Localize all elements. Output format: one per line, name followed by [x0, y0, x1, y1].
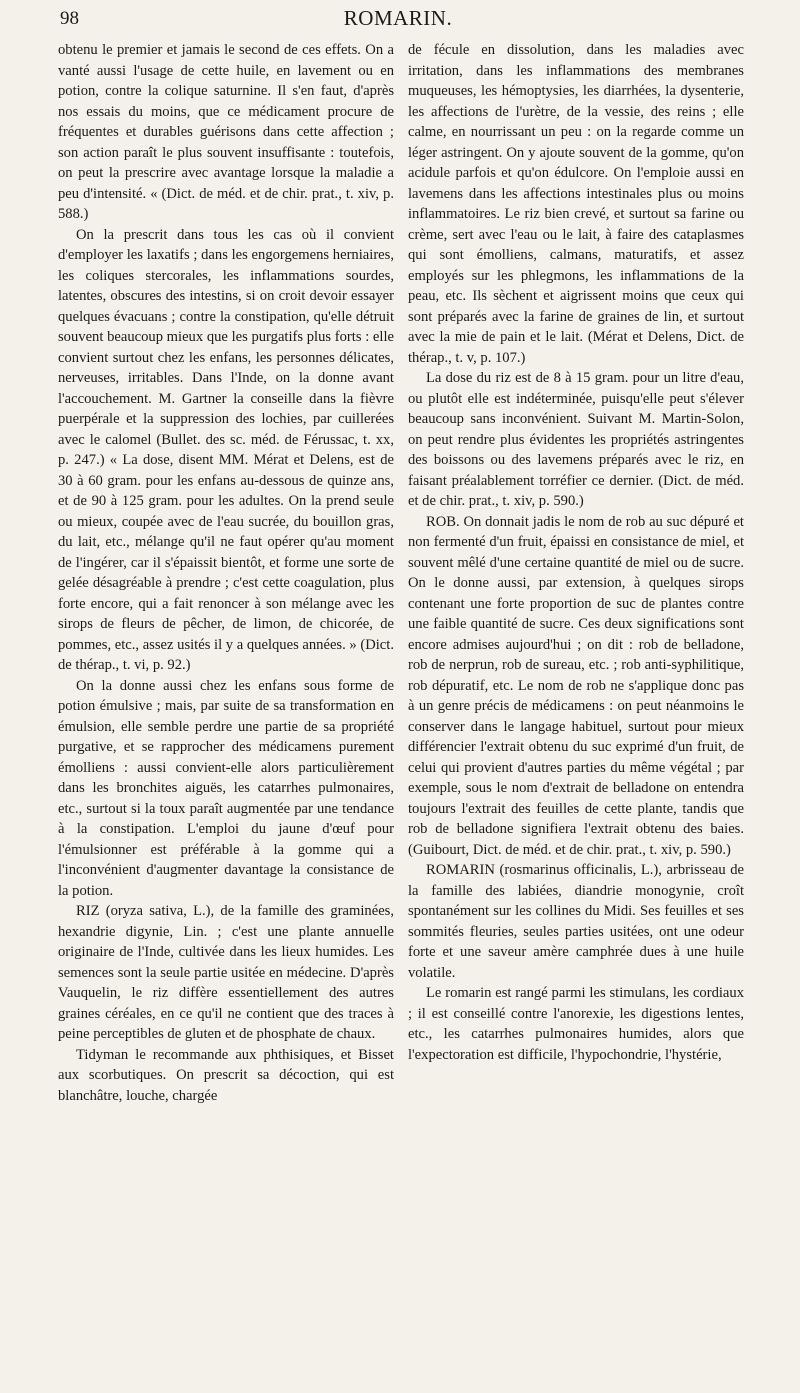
running-head: ROMARIN.: [343, 6, 453, 30]
paragraph: La dose du riz est de 8 à 15 gram. pour un litre d'eau, ou plutôt elle est indéterminée, puisqu'elle peut s'élever beaucoup sans inconvénient. Suivant M. Martin-Solon, on peut rendre plus évidentes les propriétés astringentes des boissons ou des lavemens préparés avec le riz, en faisant préalablement torréfier ce dernier. (Dict. de méd. et de chir. prat., t. xiv, p. 590.): [408, 370, 744, 509]
right-column: [408, 40, 744, 1385]
paragraph: Le romarin est rangé parmi les stimulans, les cordiaux ; il est conseillé contre l'anorexie, les digestions lentes, etc., les catarrhes pulmonaires humides, alors que l'expectoration est difficile, l'hypochondrie, l'hystérie,: [408, 985, 744, 1063]
left-column: [58, 40, 394, 1385]
paragraph: de fécule en dissolution, dans les maladies avec irritation, dans les inflammations des membranes muqueuses, les hémoptysies, les diarrhées, la dysenterie, les affections de l'urètre, de la vessie, des reins ; elle calme, en nourrissant un peu : on la regarde comme un léger astringent. On y ajoute souvent de la gomme, qu'on acidule parfois et qu'on édulcore. On l'emploie aussi en lavemens dans les affections intestinales plus ou moins inflammatoires. Le riz bien crevé, et surtout sa farine ou crème, sert avec l'eau ou le lait, à faire des cataplasmes qui sont émolliens, calmans, maturatifs, et assez employés sur les phlegmons, les inflammations de la peau, etc. Ils sèchent et aigrissent moins que ceux qui sont préparés avec la farine de graines de lin, et surtout avec la mie de pain et le lait. (Mérat et Delens, Dict. de thérap., t. v, p. 107.): [408, 42, 744, 366]
paragraph: Tidyman le recommande aux phthisiques, et Bisset aux scorbutiques. On prescrit sa décoction, qui est blanchâtre, louche, chargée: [58, 1046, 394, 1104]
paragraph: On la donne aussi chez les enfans sous forme de potion émulsive ; mais, par suite de sa transformation en émulsion, elle semble perdre une partie de sa propriété purgative, et se rapprocher des médicamens purement émolliens : aussi convient-elle alors particulièrement dans les bronchites aiguës, les catarrhes pulmonaires, etc., surtout si la toux paraît augmentée par une tendance à la constipation. L'emploi du jaune d'œuf pour l'émulsionner est préférable à la gomme qui a l'inconvénient d'augmenter davantage la consistance de la potion.: [58, 677, 394, 899]
entry-romarin: ROMARIN (rosmarinus officinalis, L.), arbrisseau de la famille des labiées, diandrie monogynie, croît spontanément sur les collines du Midi. Ses feuilles et ses sommités fleuries, seules parties usitées, ont une odeur forte et une saveur amère camphrée dues à une huile volatile.: [408, 862, 744, 981]
entry-riz: RIZ (oryza sativa, L.), de la famille des graminées, hexandrie digynie, Lin. ; c'est une plante annuelle originaire de l'Inde, cultivée dans les lieux humides. Les semences sont la seule partie usitée en médecine. D'après Vauquelin, le riz diffère essentiellement des autres graines céréales, en ce qu'il ne contient que des traces à peine perceptibles de gluten et de phosphate de chaux.: [58, 903, 394, 1042]
paragraph: On la prescrit dans tous les cas où il convient d'employer les laxatifs ; dans les engorgemens herniaires, les coliques stercorales, les inflammations sourdes, latentes, obscures des intestins, si on croit devoir essayer quelques évacuans ; contre la constipation, qu'elle détruit souvent beaucoup mieux que les purgatifs plus forts : elle convient surtout chez les enfans, les personnes délicates, nerveuses, irritables. Dans l'Inde, on la donne avant l'accouchement. M. Gartner la conseille dans la fièvre puerpérale et la suppression des lochies, par cuillerées avec le calomel (Bullet. des sc. méd. de Férussac, t. xx, p. 247.) « La dose, disent MM. Mérat et Delens, est de 30 à 60 gram. pour les enfans au-dessous de quinze ans, et de 90 à 125 gram. pour les adultes. On la prend seule ou mieux, coupée avec de l'eau sucrée, du bouillon gras, du lait, etc., mélange qu'il ne faut opérer qu'au moment de l'ingérer, car il s'épaissit bientôt, et forme une sorte de gelée désagréable à prendre ; c'est cette coagulation, plus forte encore, qui a fait renoncer à son mélange avec les sirops de fleurs de pêcher, de limon, de chicorée, de pommes, etc., assez usités il y a quelques années. » (Dict. de thérap., t. vi, p. 92.): [58, 226, 394, 673]
paragraph: obtenu le premier et jamais le second de ces effets. On a vanté aussi l'usage de cette huile, en lavement ou en potion, contre la colique saturnine. Il s'en faut, d'après nos essais du moins, que ce médicament procure de fréquentes et durables guérisons dans cette affection ; son action paraît le plus souvent insuffisante : toutefois, on peut la prescrire avec avantage lorsque la maladie a peu d'intensité. « (Dict. de méd. et de chir. prat., t. xiv, p. 588.): [58, 42, 394, 222]
entry-rob: ROB. On donnait jadis le nom de rob au suc dépuré et non fermenté d'un fruit, épaissi en consistance de miel, et souvent mêlé d'une certaine quantité de miel ou de sucre. On le donne aussi, par extension, à quelques sirops contenant une forte proportion de suc de plantes contre une faible quantité de sucre. Ces deux significations sont encore admises aujourd'hui ; on dit : rob de belladone, rob de nerprun, rob de sureau, etc. ; rob anti-syphilitique, rob dépuratif, etc. Le nom de rob ne s'applique donc pas à un genre précis de médicamens : on peut néanmoins le conserver dans le langage habituel, surtout pour mieux différencier l'extrait obtenu du suc exprimé d'un fruit, de celui qui provient d'autres parties du même végétal ; par exemple, sous le nom d'extrait de belladone on entendra toujours l'extrait des feuilles de cette plante, tandis que rob de belladone signifiera l'extrait obtenu des baies. (Guibourt, Dict. de méd. et de chir. prat., t. xiv, p. 590.): [408, 513, 744, 858]
page-number: 98: [60, 8, 79, 29]
page-header: [58, 4, 738, 40]
